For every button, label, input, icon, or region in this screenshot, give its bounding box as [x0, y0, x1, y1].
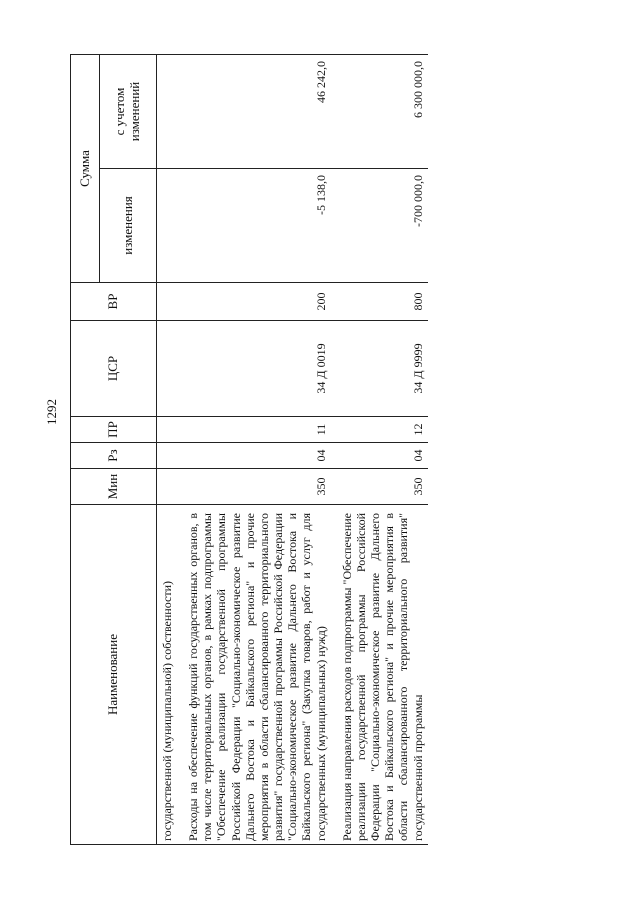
budget-table — [70, 54, 428, 845]
header-vr: ВР — [71, 283, 157, 321]
header-with-changes: с учетом изменений — [100, 55, 157, 169]
row-changes: -5 138,0 — [183, 169, 331, 283]
row-csr — [157, 321, 178, 417]
header-changes: изменения — [100, 169, 157, 283]
row-total: 6 300 000,0 — [337, 55, 428, 169]
row-total: 46 242,0 — [183, 55, 331, 169]
header-rz: Рз — [71, 443, 157, 469]
page-number: 1292 — [44, 399, 59, 425]
row-name: Расходы на обеспечение функций государственных органов, в том числе территориальных органов, в рамках подпрограммы "Обеспечение реализации государственной программы Российской Федерации "Социально-экономическое развитие Дальнего Востока и Байкальского региона" и прочие мероприятия в области сбалансированного территориального развития" государственной программы Российской Федерации "Социально-экономическое развитие Дальнего Востока и Байкальского региона" (Закупка товаров, работ и услуг для государственных (муниципальных) нужд) — [183, 505, 331, 845]
row-rz — [157, 443, 178, 469]
row-total — [157, 55, 178, 169]
row-vr: 800 — [337, 283, 428, 321]
header-min: Мин — [71, 469, 157, 505]
row-changes — [157, 169, 178, 283]
row-rz: 04 — [337, 443, 428, 469]
row-pr: 12 — [337, 417, 428, 443]
row-vr — [157, 283, 178, 321]
row-csr: 34 Д 0019 — [183, 321, 331, 417]
header-csr: ЦСР — [71, 321, 157, 417]
rotated-page — [70, 55, 610, 845]
row-rz: 04 — [183, 443, 331, 469]
row-min: 350 — [183, 469, 331, 505]
header-pr: ПР — [71, 417, 157, 443]
row-changes: -700 000,0 — [337, 169, 428, 283]
row-min: 350 — [337, 469, 428, 505]
row-name: государственной (муниципальной) собственности) — [157, 505, 178, 845]
table-row — [337, 55, 428, 845]
row-min — [157, 469, 178, 505]
header-name: Наименование — [71, 505, 157, 845]
header-sum: Сумма — [71, 55, 100, 283]
row-pr — [157, 417, 178, 443]
table-row — [157, 55, 178, 845]
table-row — [183, 55, 331, 845]
row-vr: 200 — [183, 283, 331, 321]
row-csr: 34 Д 9999 — [337, 321, 428, 417]
row-name: Реализация направления расходов подпрограммы "Обеспечение реализации государственной программы Российской Федерации "Социально-экономическое развитие Дальнего Востока и Байкальского региона" и прочие мероприятия в области сбалансированного территориального развития" государственной программы — [337, 505, 428, 845]
header-row — [71, 55, 100, 845]
row-pr: 11 — [183, 417, 331, 443]
